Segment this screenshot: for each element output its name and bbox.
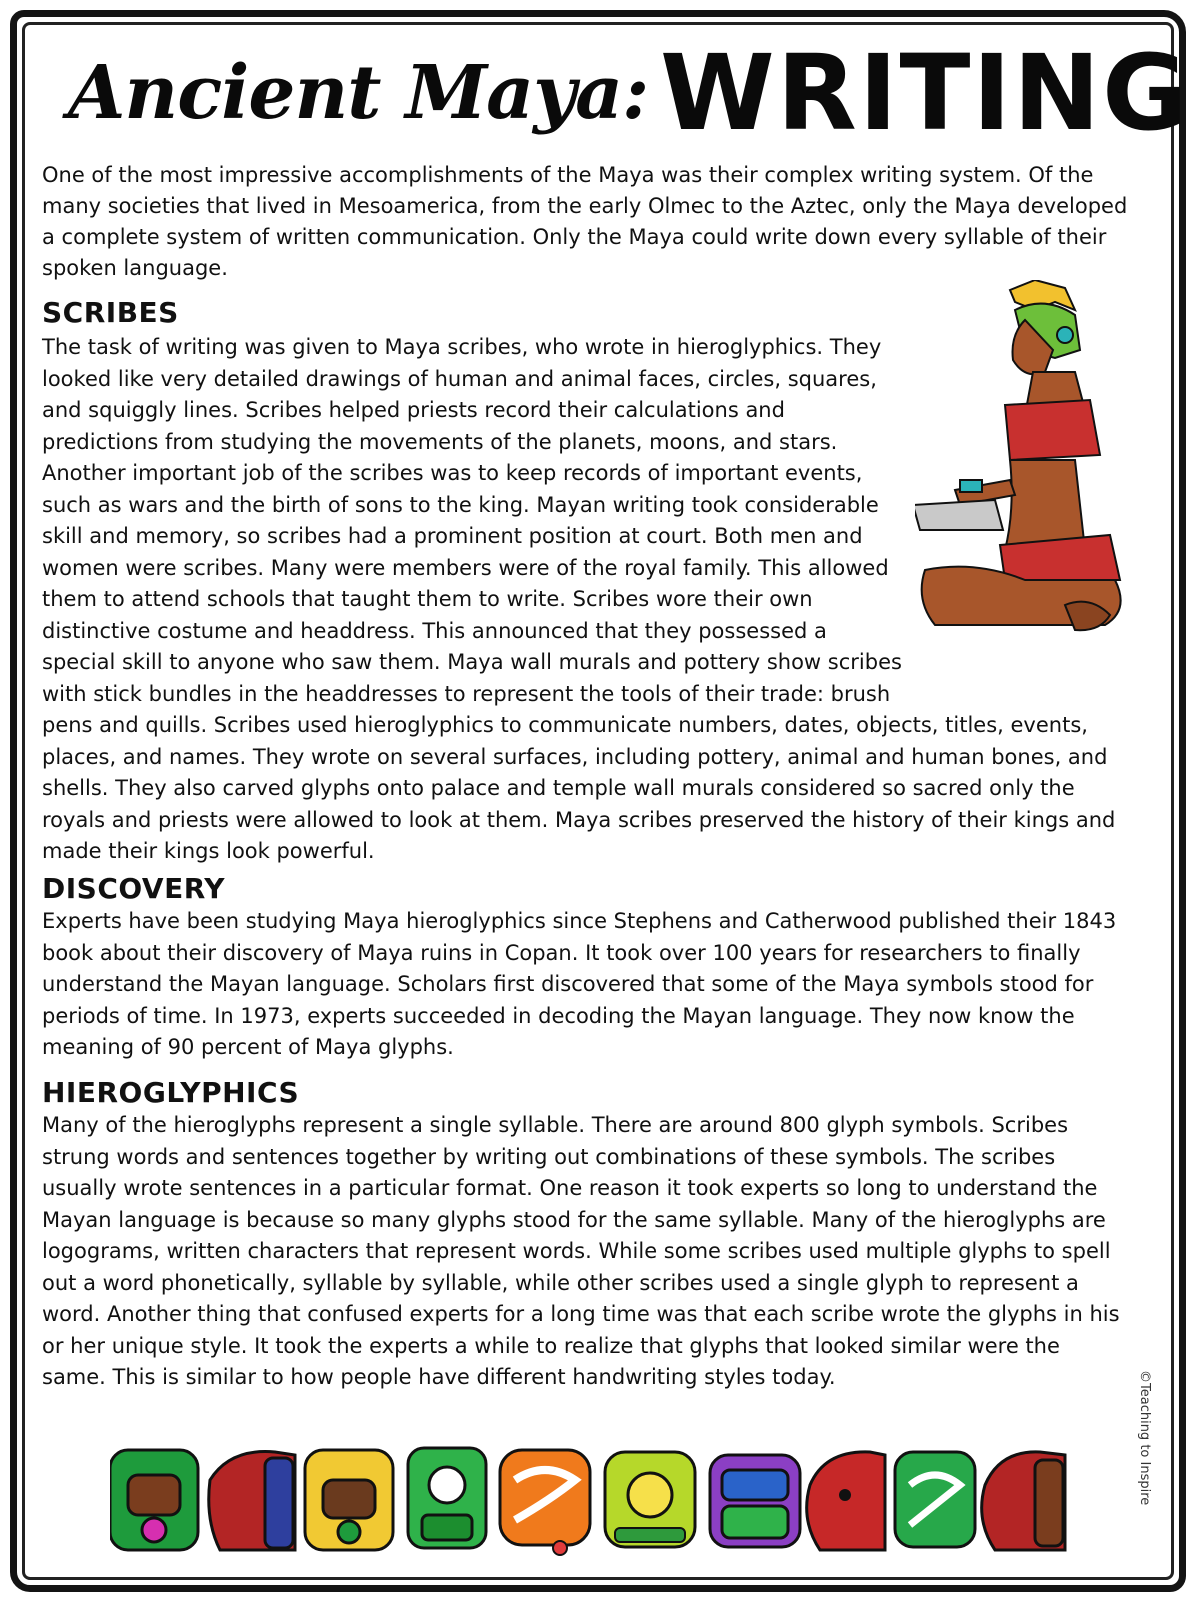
paragraph-scribes-text: The task of writing was given to Maya scribes, who wrote in hieroglyphics. They looked like very detailed drawings of human and animal faces, circles, squares, and squiggly lines. Scribes helped priests record their calculations and predictions from studying the movements of the planets, moons, and stars. Another important job of the scribes was to keep records of important events, such as wars and the birth of sons to the king. Mayan writing took considerable skill and memory, so scribes had a prominent position at court. Both men and women were scribes. Many were members were of the royal family. This allowed them to attend schools that taught them to write. Scribes wore their own distinctive costume and headdress. This announced that they possessed a special skill to anyone who saw them. Maya wall murals and pottery show scribes with stick bundles in the headdresses to represent the tools of their trade: brush pens and quills. Scribes used hieroglyphics to communicate numbers, dates, objects, titles, events, places, and names. They wrote on several surfaces, including pottery, animal and human bones, and shells. They also carved glyphs onto palace and temple wall murals considered so sacred only the royals and priests were allowed to look at them. Maya scribes preserved the history of their kings and made their kings look powerful.	[42, 335, 1116, 863]
copyright-note: ©Teaching to Inspire	[1137, 1370, 1152, 1506]
title-block: WRITING	[660, 32, 1190, 154]
maya-scribe-illustration	[915, 280, 1155, 650]
glyph-icon-10	[982, 1452, 1065, 1550]
glyph-icon-6	[605, 1452, 695, 1547]
glyph-icon-1	[110, 1450, 198, 1550]
glyph-icon-8	[807, 1452, 885, 1550]
glyph-border-strip	[110, 1440, 1070, 1560]
glyph-icon-5	[500, 1450, 590, 1555]
glyph-icon-4	[408, 1448, 486, 1548]
intro-paragraph: One of the most impressive accomplishments of the Maya was their complex writing system. Of the many societies that lived in Mesoamerica, from the early Olmec to the Aztec, only the Maya developed a complete system of written communication. Only the Maya could write down every syllable of their spoken language.	[42, 163, 1128, 280]
heading-scribes: SCRIBES	[42, 296, 179, 329]
glyph-icon-7	[710, 1455, 800, 1547]
heading-discovery: DISCOVERY	[42, 872, 226, 905]
glyph-icon-3	[305, 1450, 393, 1550]
heading-hieroglyphics: HIEROGLYPHICS	[42, 1076, 300, 1109]
paragraph-discovery: Experts have been studying Maya hieroglyphics since Stephens and Catherwood published their 1843 book about their discovery of Maya ruins in Copan. It took over 100 years for researchers to finally understand the Mayan language. Scholars first discovered that some of the Maya symbols stood for periods of time. In 1973, experts succeeded in decoding the Mayan language. They now know the meaning of 90 percent of Maya glyphs.	[42, 909, 1117, 1059]
glyph-icon-9	[895, 1452, 975, 1547]
page-title	[60, 28, 1190, 154]
glyph-icon-2	[209, 1452, 295, 1550]
title-script: Ancient Maya:	[68, 50, 649, 136]
paragraph-hieroglyphics: Many of the hieroglyphs represent a single syllable. There are around 800 glyph symbols. Scribes strung words and sentences together by writing out combinations of these symbols. The scribes usually wrote sentences in a particular format. One reason it took experts so long to understand the Mayan language is because so many glyphs stood for the same syllable. Many of the hieroglyphs are logograms, written characters that represent words. While some scribes used multiple glyphs to spell out a word phonetically, syllable by syllable, while other scribes used a single glyph to represent a word. Another thing that confused experts for a long time was that each scribe wrote the glyphs in his or her unique style. It took the experts a while to realize that glyphs that looked similar were the same. This is similar to how people have different handwriting styles today.	[42, 1113, 1120, 1389]
